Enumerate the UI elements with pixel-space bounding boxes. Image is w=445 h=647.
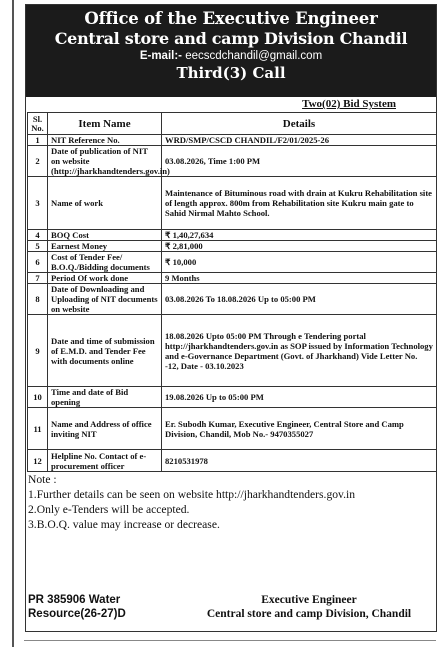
table-row [28,135,437,146]
row-details: ₹ 1,40,27,634 [162,230,437,241]
note-item: 2.Only e-Tenders will be accepted. [28,503,190,516]
bid-system-label: Two(02) Bid System [302,98,396,110]
row-sl: 2 [28,146,48,177]
page-left-rule [12,0,14,647]
row-sl: 5 [28,241,48,252]
call-number: Third(3) Call [176,64,286,82]
signatory-office: Central store and camp Division, Chandil [206,608,412,620]
row-details: 18.08.2026 Upto 05:00 PM Through e Tendering portal http://jharkhandtenders.gov.in as SOP issued by Information Technology and e-Governance Department (Govt. of Jharkhand) Vide Letter No. -12, Date - 03.10.2023 [162,315,437,387]
row-sl: 6 [28,252,48,273]
table-row [28,284,437,315]
row-item: Name of work [48,177,162,230]
row-item: Earnest Money [48,241,162,252]
notes-section [26,472,436,532]
row-item: Helpline No. Contact of e-procurement officer [48,450,162,472]
table-row [28,146,437,177]
row-sl: 8 [28,284,48,315]
row-item: Period Of work done [48,273,162,284]
row-details: 8210531978 [162,450,437,472]
notice-header [26,5,436,97]
pr-line-1: PR 385906 Water [28,594,121,606]
bid-system-row [26,97,436,112]
row-sl: 4 [28,230,48,241]
row-item: Cost of Tender Fee/ B.O.Q./Bidding documents [48,252,162,273]
row-sl: 11 [28,408,48,450]
row-details: WRD/SMP/CSCD CHANDIL/F2/01/2025-26 [162,135,437,146]
table-row [28,241,437,252]
row-details: 9 Months [162,273,437,284]
col-item-header: Item Name [48,113,162,135]
row-sl: 1 [28,135,48,146]
row-item: Date and time of submission of E.M.D. and Tender Fee with documents online [48,315,162,387]
nit-details-table [27,112,437,472]
division-title: Central store and camp Division Chandil [54,29,408,48]
signatory-block [184,593,434,621]
notice-footer [28,593,434,627]
row-sl: 9 [28,315,48,387]
row-sl: 12 [28,450,48,472]
row-sl: 7 [28,273,48,284]
row-details: Maintenance of Bituminous road with drain at Kukru Rehabilitation site of length approx. 800m from Rehabilitation site Kukru main gate to Sahid Nirmal Mahto School. [162,177,437,230]
table-row [28,408,437,450]
bottom-rule [24,640,436,641]
tender-notice [25,4,437,632]
table-header-row [28,113,437,135]
note-item: 1.Further details can be seen on website http://jharkhandtenders.gov.in [28,488,356,501]
row-sl: 10 [28,387,48,408]
table-row [28,387,437,408]
row-item: Date of Downloading and Uploading of NIT documents on website [48,284,162,315]
col-details-header: Details [162,113,437,135]
table-row [28,177,437,230]
email-line [26,49,436,64]
col-sl-header: Sl. No. [28,113,48,135]
table-row [28,252,437,273]
notes-heading: Note : [28,473,57,486]
row-item: BOQ Cost [48,230,162,241]
table-row [28,450,437,472]
row-item: NIT Reference No. [48,135,162,146]
row-item: Name and Address of office inviting NIT [48,408,162,450]
row-item: Date of publication of NIT on website (http://jharkhandtenders.gov.in) [48,146,162,177]
email-label: E-mail:- [139,50,182,62]
note-item: 3.B.O.Q. value may increase or decrease. [28,518,220,531]
email-address: eecscdchandil@gmail.com [185,50,323,62]
table-row [28,230,437,241]
row-details: 19.08.2026 Up to 05:00 PM [162,387,437,408]
table-row [28,315,437,387]
row-sl: 3 [28,177,48,230]
signatory-title: Executive Engineer [261,594,357,606]
row-details: Er. Subodh Kumar, Executive Engineer, Central Store and Camp Division, Chandil, Mob No.- 9470355027 [162,408,437,450]
row-details: ₹ 2,81,000 [162,241,437,252]
row-details: ₹ 10,000 [162,252,437,273]
table-row [28,273,437,284]
pr-line-2: Resource(26-27)D [28,608,126,620]
office-title: Office of the Executive Engineer [84,9,378,28]
pr-number [28,593,126,621]
row-details: 03.08.2026 To 18.08.2026 Up to 05:00 PM [162,284,437,315]
row-item: Time and date of Bid opening [48,387,162,408]
row-details: 03.08.2026, Time 1:00 PM [162,146,437,177]
